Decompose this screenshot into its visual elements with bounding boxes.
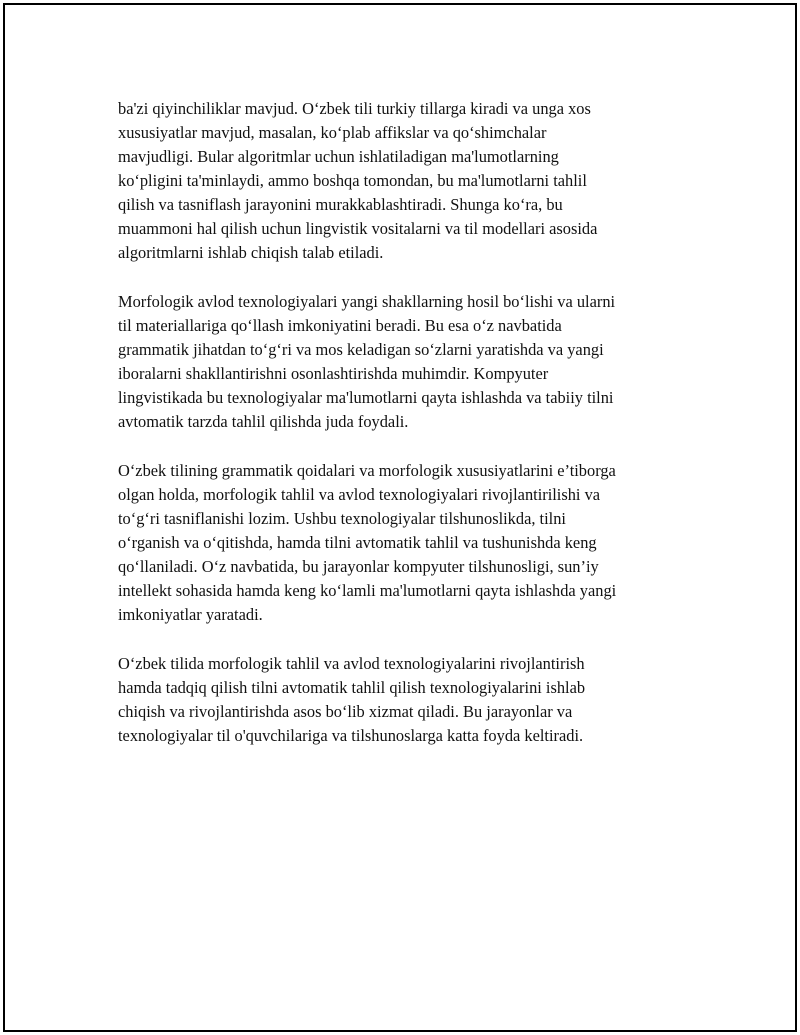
paragraph-2 [118, 290, 688, 434]
text-line: xususiyatlar mavjud, masalan, ko‘plab affikslar va qo‘shimchalar [118, 123, 547, 142]
paragraph-3 [118, 459, 688, 627]
document-page [3, 3, 797, 1032]
paragraph-4 [118, 652, 688, 748]
text-line: O‘zbek tilida morfologik tahlil va avlod texnologiyalarini rivojlantirish [118, 654, 585, 673]
text-line: imkoniyatlar yaratadi. [118, 605, 263, 624]
text-line: ba'zi qiyinchiliklar mavjud. O‘zbek tili turkiy tillarga kiradi va unga xos [118, 99, 591, 118]
text-line: til materiallariga qo‘llash imkoniyatini beradi. Bu esa o‘z navbatida [118, 316, 562, 335]
text-line: qo‘llaniladi. O‘z navbatida, bu jarayonlar kompyuter tilshunosligi, sun’iy [118, 557, 599, 576]
text-line: qilish va tasniflash jarayonini murakkablashtiradi. Shunga ko‘ra, bu [118, 195, 563, 214]
text-line: algoritmlarni ishlab chiqish talab etiladi. [118, 243, 384, 262]
text-line: o‘rganish va o‘qitishda, hamda tilni avtomatik tahlil va tushunishda keng [118, 533, 597, 552]
text-line: mavjudligi. Bular algoritmlar uchun ishlatiladigan ma'lumotlarning [118, 147, 559, 166]
text-line: hamda tadqiq qilish tilni avtomatik tahlil qilish texnologiyalarini ishlab [118, 678, 586, 697]
text-line: iboralarni shakllantirishni osonlashtirishda muhimdir. Kompyuter [118, 364, 549, 383]
text-line: lingvistikada bu texnologiyalar ma'lumotlarni qayta ishlashda va tabiiy tilni [118, 388, 614, 407]
text-line: texnologiyalar til o'quvchilariga va tilshunoslarga katta foyda keltiradi. [118, 726, 584, 745]
text-line: O‘zbek tilining grammatik qoidalari va morfologik xususiyatlarini e’tiborga [118, 461, 616, 480]
text-line: grammatik jihatdan to‘g‘ri va mos keladigan so‘zlarni yaratishda va yangi [118, 340, 604, 359]
text-line: ko‘pligini ta'minlaydi, ammo boshqa tomondan, bu ma'lumotlarni tahlil [118, 171, 587, 190]
text-line: to‘g‘ri tasniflanishi lozim. Ushbu texnologiyalar tilshunoslikda, tilni [118, 509, 566, 528]
text-line: Morfologik avlod texnologiyalari yangi shakllarning hosil bo‘lishi va ularni [118, 292, 616, 311]
text-line: intellekt sohasida hamda keng ko‘lamli ma'lumotlarni qayta ishlashda yangi [118, 581, 617, 600]
document-body [118, 97, 688, 773]
text-line: chiqish va rivojlantirishda asos bo‘lib xizmat qiladi. Bu jarayonlar va [118, 702, 573, 721]
text-line: muammoni hal qilish uchun lingvistik vositalarni va til modellari asosida [118, 219, 598, 238]
text-line: olgan holda, morfologik tahlil va avlod texnologiyalari rivojlantirilishi va [118, 485, 601, 504]
paragraph-1 [118, 97, 688, 265]
text-line: avtomatik tarzda tahlil qilishda juda foydali. [118, 412, 409, 431]
